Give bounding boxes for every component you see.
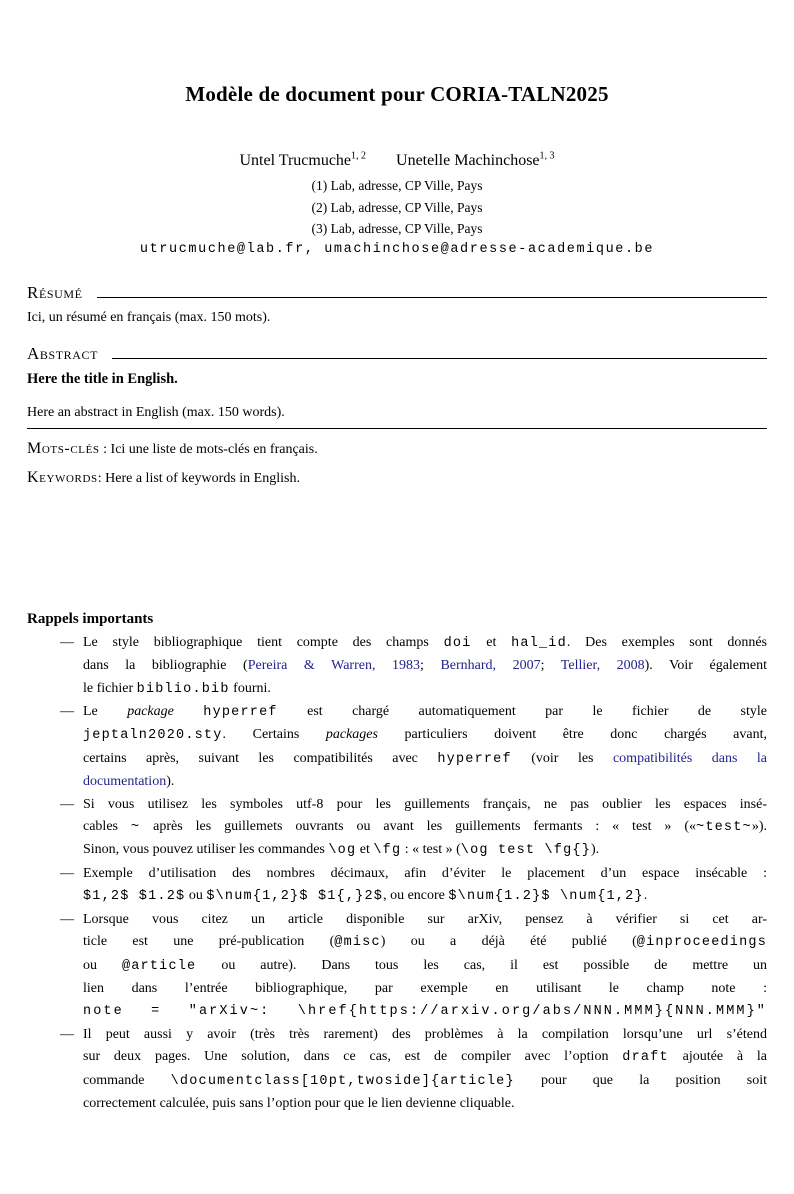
inline-code: ~test~ xyxy=(696,820,752,836)
text-line xyxy=(83,909,767,931)
reminders-heading: Rappels importants xyxy=(27,610,154,627)
text-line xyxy=(83,885,767,908)
author-1-affiliation-sup: 1, 2 xyxy=(351,151,367,162)
text-segment: ou xyxy=(83,957,122,973)
list-item-dash-marker: — xyxy=(60,634,74,650)
text-segment: package xyxy=(127,704,174,720)
inline-code: @misc xyxy=(334,935,381,951)
text-segment: ou autre). Dans tous les cas, il est possible de mettre un xyxy=(196,957,768,973)
inline-code: doi xyxy=(443,635,472,651)
text-line xyxy=(83,1024,767,1046)
list-item-dash-marker: — xyxy=(60,704,74,720)
resume-rule xyxy=(97,297,767,298)
list-item xyxy=(27,909,767,1024)
list-item-dash-marker: — xyxy=(60,796,74,812)
author-2-name: Unetelle Machinchose xyxy=(396,152,540,170)
inline-code: $1,2$ $1.2$ xyxy=(83,889,186,905)
inline-code: $\num{1,2}$ $1{,}2$ xyxy=(206,889,384,905)
inline-code: hyperref xyxy=(437,751,512,767)
keywords-label: Keywords xyxy=(27,468,98,486)
mots-cles-text: Ici une liste de mots-clés en français. xyxy=(110,441,318,457)
text-segment: est chargé automatiquement par le fichier de style xyxy=(277,704,767,720)
text-segment: et xyxy=(356,842,374,858)
inline-code: @inproceedings xyxy=(636,935,767,951)
citation-link-pereira-warren-1983[interactable]: Pereira & Warren, 1983 xyxy=(247,658,421,674)
list-item xyxy=(27,701,767,794)
paper-page xyxy=(0,82,794,1115)
author-2-affiliation-sup: 1, 3 xyxy=(539,151,555,162)
text-line xyxy=(83,748,767,771)
text-segment: correctement calculée, puis sans l’option pour que le lien devienne cliquable. xyxy=(83,1095,515,1111)
text-segment: ). xyxy=(591,842,600,858)
text-segment: et xyxy=(471,634,512,650)
text-segment: sur deux pages. Une solution, dans ce cas, est de compiler avec l’option xyxy=(83,1049,623,1065)
author-emails: utrucmuche@lab.fr, umachinchose@adresse-academique.be xyxy=(139,241,655,257)
abstract-text: Here an abstract in English (max. 150 words). xyxy=(27,403,767,429)
affiliation-1: (1) Lab, adresse, CP Ville, Pays xyxy=(311,178,483,194)
text-line xyxy=(83,839,767,862)
resume-section-header xyxy=(27,283,767,303)
text-line xyxy=(83,816,767,839)
list-item xyxy=(27,794,767,863)
english-title: Here the title in English. xyxy=(27,370,178,387)
affiliations xyxy=(27,175,767,240)
text-segment: ; xyxy=(540,658,561,674)
abstract-rule xyxy=(112,358,767,359)
list-item xyxy=(27,1024,767,1116)
text-segment: . xyxy=(643,888,648,904)
text-segment: ). xyxy=(166,774,175,790)
inline-code: biblio.bib xyxy=(136,681,230,697)
text-segment: : « test » ( xyxy=(401,842,461,858)
list-item-dash-marker: — xyxy=(60,911,74,927)
text-segment: Le style bibliographique tient compte des champs xyxy=(83,634,444,650)
text-line xyxy=(83,724,767,747)
author-2 xyxy=(396,152,555,169)
keywords-text: Here a list of keywords in English. xyxy=(105,470,300,486)
text-line xyxy=(83,655,767,677)
text-line xyxy=(83,863,767,885)
inline-code: @article xyxy=(121,958,197,974)
inline-code: jeptaln2020.sty xyxy=(83,728,223,744)
text-segment: lien dans l’entrée bibliographique, par exemple en utilisant le champ note : xyxy=(83,980,767,996)
text-segment: Sinon, vous pouvez utiliser les commandes xyxy=(83,842,329,858)
abstract-label: Abstract xyxy=(27,343,99,363)
text-segment: Lorsque vous citez un article disponible sur arXiv, pensez à vérifier si cet ar- xyxy=(83,911,767,927)
inline-code: draft xyxy=(622,1050,669,1066)
inline-code: hal_id xyxy=(511,635,567,651)
text-segment: particuliers doivent être donc chargés avant, xyxy=(377,727,767,743)
text-segment: Il peut aussi y avoir (très très rarement) des problèmes à la compilation lorsqu’une url s’étend xyxy=(83,1026,767,1042)
inline-code: \og test \fg{} xyxy=(460,843,591,859)
text-segment: ticle est une pré-publication ( xyxy=(83,934,335,950)
text-line xyxy=(83,794,767,816)
affiliation-2: (2) Lab, adresse, CP Ville, Pays xyxy=(311,199,483,215)
text-line xyxy=(83,1046,767,1069)
text-segment: . Certains xyxy=(222,727,326,743)
text-segment: . Des exemples sont donnés xyxy=(566,634,767,650)
inline-code: hyperref xyxy=(203,705,278,721)
resume-text: Ici, un résumé en français (max. 150 mots). xyxy=(27,309,271,325)
resume-label: Résumé xyxy=(27,282,83,302)
doc-compat-link[interactable]: compatibilités dans la xyxy=(612,750,767,766)
text-segment: Exemple d’utilisation des nombres décimaux, afin d’éviter le placement d’un espace insécable : xyxy=(83,865,767,881)
text-segment: fourni. xyxy=(229,680,271,696)
keywords-separator: : xyxy=(97,470,106,486)
text-segment: le fichier xyxy=(83,680,137,696)
paper-title: Modèle de document pour CORIA-TALN2025 xyxy=(185,82,609,106)
text-line xyxy=(83,1000,767,1023)
text-line xyxy=(83,978,767,1000)
text-segment: certains après, suivant les compatibilités avec xyxy=(83,750,438,766)
text-segment: ou xyxy=(185,888,207,904)
text-segment xyxy=(174,704,203,719)
mots-cles-separator: : xyxy=(99,441,111,457)
text-segment: Le xyxy=(83,704,128,720)
text-segment: Si vous utilisez les symboles utf-8 pour les guillements français, ne pas oublier les espaces insé- xyxy=(83,796,767,812)
list-item xyxy=(27,632,767,701)
abstract-section-header xyxy=(27,344,767,364)
text-segment: ). Voir également xyxy=(644,658,768,674)
inline-code: $\num{1.2}$ \num{1,2} xyxy=(448,889,644,905)
inline-code: \documentclass[10pt,twoside]{article} xyxy=(170,1073,515,1089)
inline-code: note = "arXiv~: \href{https://arxiv.org/abs/NNN.MMM}{NNN.MMM}" xyxy=(83,1004,767,1020)
inline-code: \og xyxy=(328,843,357,859)
keywords-line xyxy=(27,469,767,487)
inline-code: \fg xyxy=(373,843,402,859)
doc-compat-link[interactable]: documentation xyxy=(83,774,167,790)
text-segment: (voir les xyxy=(511,750,613,766)
text-line xyxy=(83,771,767,793)
text-segment: »). xyxy=(751,819,768,835)
text-line xyxy=(83,678,767,701)
text-segment: après les guillemets ouvrants ou avant les guillements fermants : « test » (« xyxy=(140,819,697,835)
citation-link-bernhard-2007[interactable]: Bernhard, 2007 xyxy=(440,658,541,674)
text-line xyxy=(83,1070,767,1093)
text-line xyxy=(83,632,767,655)
list-item-dash-marker: — xyxy=(60,1026,74,1042)
citation-link-tellier-2008[interactable]: Tellier, 2008 xyxy=(560,658,645,674)
list-item-dash-marker: — xyxy=(60,865,74,881)
authors-line xyxy=(27,151,767,170)
list-item xyxy=(27,863,767,909)
author-1-name: Untel Trucmuche xyxy=(239,152,352,170)
text-line xyxy=(83,931,767,954)
text-segment: cables xyxy=(83,819,131,835)
text-segment: pour que la position soit xyxy=(514,1072,768,1088)
text-segment: commande xyxy=(83,1072,171,1088)
affiliation-3: (3) Lab, adresse, CP Ville, Pays xyxy=(311,221,483,237)
text-segment: ; xyxy=(420,658,441,674)
mots-cles-label: Mots-clés xyxy=(27,439,100,457)
text-segment: ) ou a déjà été publié ( xyxy=(380,934,637,950)
text-line xyxy=(83,701,767,724)
text-segment: dans la bibliographie ( xyxy=(83,658,248,674)
author-1 xyxy=(239,152,366,169)
reminder-list xyxy=(27,632,767,1116)
text-segment: , ou encore xyxy=(383,888,449,904)
text-segment: ajoutée à la xyxy=(668,1049,767,1065)
inline-code: ~ xyxy=(130,820,141,836)
text-segment: packages xyxy=(325,727,378,743)
text-line xyxy=(83,955,767,978)
mots-cles-line xyxy=(27,440,767,458)
